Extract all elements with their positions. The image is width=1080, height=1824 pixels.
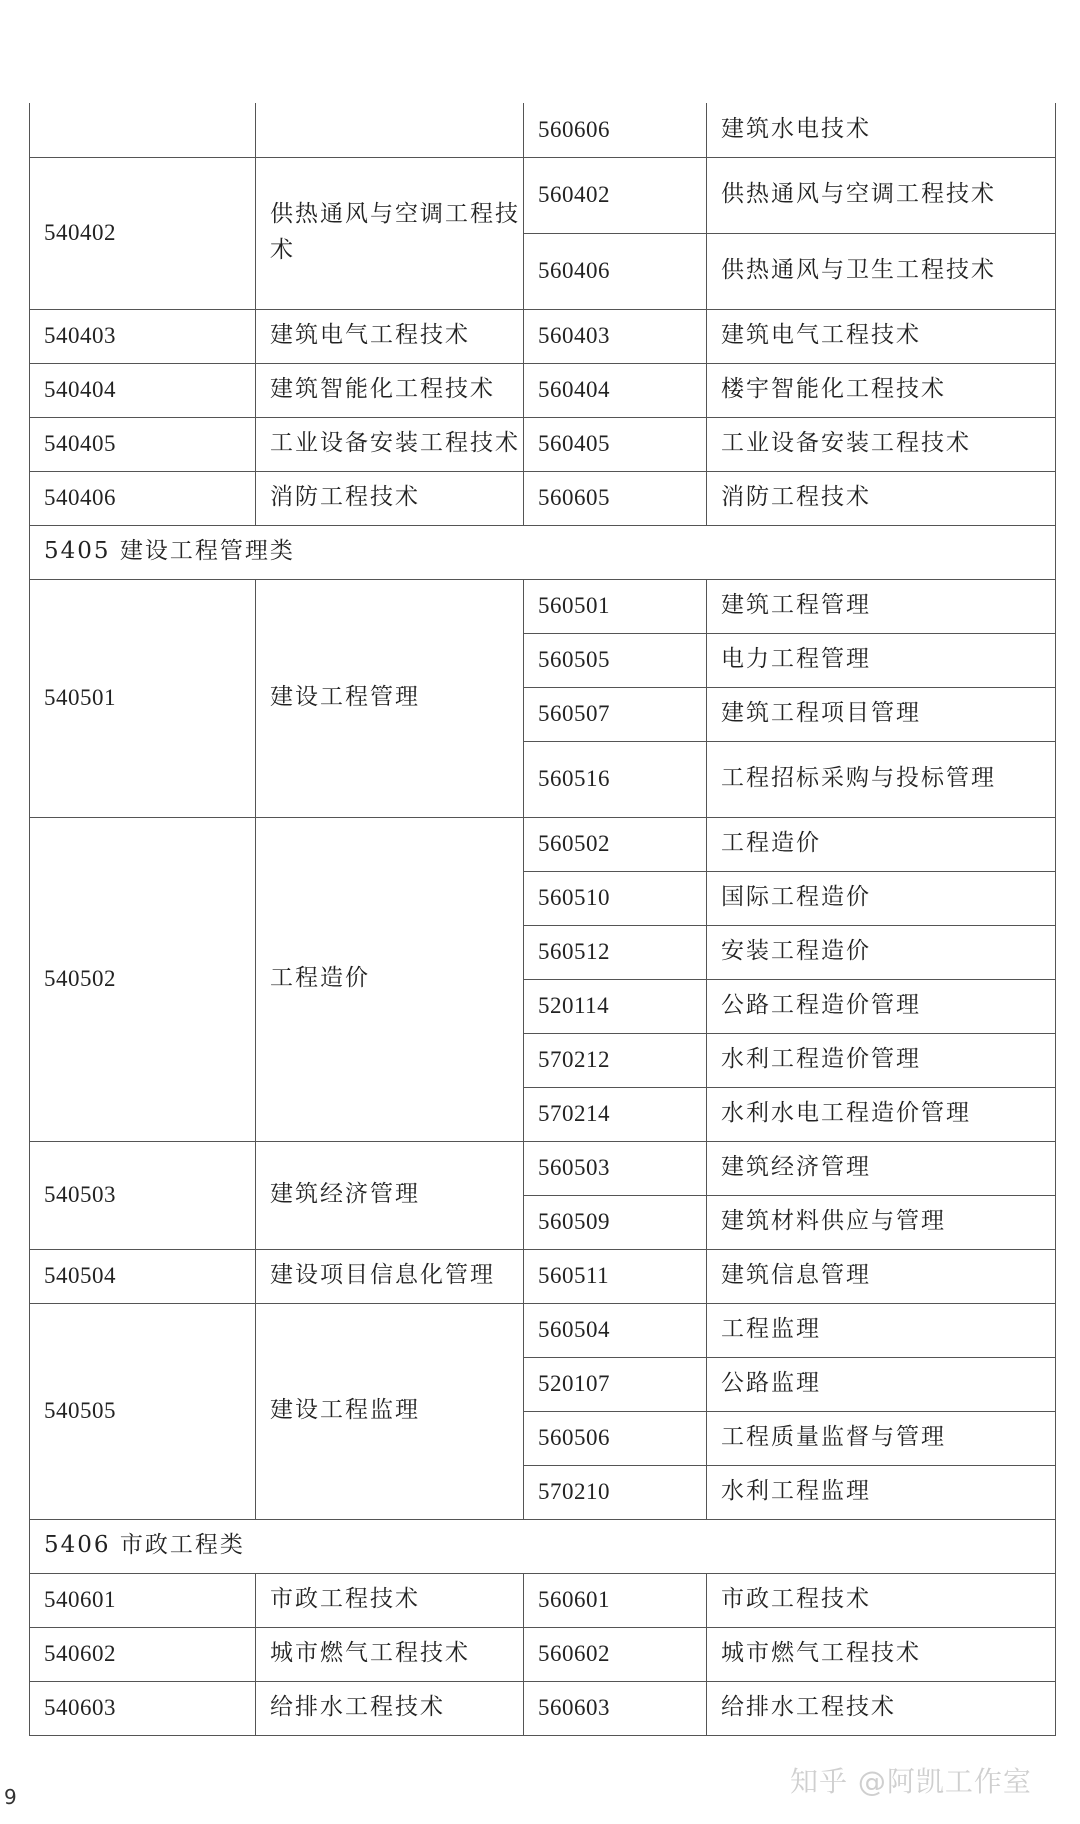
old-code-cell	[30, 103, 256, 157]
new-code-cell: 570212	[524, 1033, 707, 1087]
new-code-cell: 560601	[524, 1573, 707, 1627]
table-row	[30, 157, 1056, 233]
watermark-text: 知乎 @阿凯工作室	[790, 1765, 1032, 1798]
new-name-cell: 水利工程造价管理	[707, 1033, 1056, 1087]
new-name-cell: 建筑信息管理	[707, 1249, 1056, 1303]
new-name-cell: 给排水工程技术	[707, 1681, 1056, 1735]
table-row	[30, 579, 1056, 633]
new-code-cell: 520114	[524, 979, 707, 1033]
new-code-cell: 560511	[524, 1249, 707, 1303]
major-mapping-table	[29, 103, 1056, 1736]
new-code-cell: 560510	[524, 871, 707, 925]
new-name-cell: 城市燃气工程技术	[707, 1627, 1056, 1681]
category-heading: 5405 建设工程管理类	[30, 525, 1056, 579]
table-row	[30, 1573, 1056, 1627]
new-name-cell: 工业设备安装工程技术	[707, 417, 1056, 471]
old-code-cell: 540403	[30, 309, 256, 363]
old-code-cell: 540504	[30, 1249, 256, 1303]
category-row	[30, 525, 1056, 579]
new-code-cell: 560402	[524, 157, 707, 233]
old-name-cell: 供热通风与空调工程技术	[256, 157, 524, 309]
table-row	[30, 309, 1056, 363]
old-code-cell: 540502	[30, 817, 256, 1141]
old-name-cell: 建筑智能化工程技术	[256, 363, 524, 417]
new-name-cell: 公路工程造价管理	[707, 979, 1056, 1033]
table-row	[30, 1249, 1056, 1303]
new-name-cell: 工程造价	[707, 817, 1056, 871]
old-name-cell: 建筑电气工程技术	[256, 309, 524, 363]
new-code-cell: 560516	[524, 741, 707, 817]
old-name-cell: 消防工程技术	[256, 471, 524, 525]
new-name-cell: 工程监理	[707, 1303, 1056, 1357]
old-code-cell: 540402	[30, 157, 256, 309]
old-code-cell: 540602	[30, 1627, 256, 1681]
table-row	[30, 1303, 1056, 1357]
old-name-cell: 给排水工程技术	[256, 1681, 524, 1735]
old-code-cell: 540501	[30, 579, 256, 817]
old-code-cell: 540603	[30, 1681, 256, 1735]
table-row	[30, 471, 1056, 525]
new-code-cell: 560602	[524, 1627, 707, 1681]
category-heading: 5406 市政工程类	[30, 1519, 1056, 1573]
old-name-cell	[256, 103, 524, 157]
table-row	[30, 363, 1056, 417]
old-name-cell: 建设项目信息化管理	[256, 1249, 524, 1303]
new-code-cell: 560406	[524, 233, 707, 309]
old-code-cell: 540503	[30, 1141, 256, 1249]
old-name-cell: 市政工程技术	[256, 1573, 524, 1627]
table-row	[30, 817, 1056, 871]
new-name-cell: 市政工程技术	[707, 1573, 1056, 1627]
old-code-cell: 540406	[30, 471, 256, 525]
old-code-cell: 540601	[30, 1573, 256, 1627]
new-name-cell: 供热通风与空调工程技术	[707, 157, 1056, 233]
old-name-cell: 工业设备安装工程技术	[256, 417, 524, 471]
new-name-cell: 消防工程技术	[707, 471, 1056, 525]
new-name-cell: 公路监理	[707, 1357, 1056, 1411]
new-code-cell: 560509	[524, 1195, 707, 1249]
new-name-cell: 工程质量监督与管理	[707, 1411, 1056, 1465]
new-code-cell: 560605	[524, 471, 707, 525]
new-name-cell: 建筑工程管理	[707, 579, 1056, 633]
new-name-cell: 建筑工程项目管理	[707, 687, 1056, 741]
table-row	[30, 103, 1056, 157]
new-name-cell: 供热通风与卫生工程技术	[707, 233, 1056, 309]
new-code-cell: 570214	[524, 1087, 707, 1141]
category-row	[30, 1519, 1056, 1573]
table-row	[30, 1681, 1056, 1735]
old-code-cell: 540505	[30, 1303, 256, 1519]
new-name-cell: 水利工程监理	[707, 1465, 1056, 1519]
new-code-cell: 520107	[524, 1357, 707, 1411]
new-name-cell: 工程招标采购与投标管理	[707, 741, 1056, 817]
new-name-cell: 安装工程造价	[707, 925, 1056, 979]
new-name-cell: 电力工程管理	[707, 633, 1056, 687]
old-code-cell: 540404	[30, 363, 256, 417]
new-code-cell: 570210	[524, 1465, 707, 1519]
new-code-cell: 560405	[524, 417, 707, 471]
new-code-cell: 560503	[524, 1141, 707, 1195]
new-name-cell: 建筑经济管理	[707, 1141, 1056, 1195]
new-name-cell: 国际工程造价	[707, 871, 1056, 925]
new-code-cell: 560603	[524, 1681, 707, 1735]
old-name-cell: 城市燃气工程技术	[256, 1627, 524, 1681]
new-code-cell: 560403	[524, 309, 707, 363]
new-code-cell: 560507	[524, 687, 707, 741]
table-row	[30, 1141, 1056, 1195]
new-name-cell: 楼宇智能化工程技术	[707, 363, 1056, 417]
old-name-cell: 建设工程管理	[256, 579, 524, 817]
new-code-cell: 560502	[524, 817, 707, 871]
new-code-cell: 560506	[524, 1411, 707, 1465]
old-name-cell: 建筑经济管理	[256, 1141, 524, 1249]
new-name-cell: 建筑水电技术	[707, 103, 1056, 157]
old-code-cell: 540405	[30, 417, 256, 471]
old-name-cell: 建设工程监理	[256, 1303, 524, 1519]
page-number: 9	[4, 1785, 17, 1809]
new-code-cell: 560505	[524, 633, 707, 687]
new-name-cell: 水利水电工程造价管理	[707, 1087, 1056, 1141]
major-mapping-table-container	[29, 103, 1055, 1736]
new-code-cell: 560501	[524, 579, 707, 633]
new-code-cell: 560504	[524, 1303, 707, 1357]
new-code-cell: 560512	[524, 925, 707, 979]
new-code-cell: 560606	[524, 103, 707, 157]
new-name-cell: 建筑材料供应与管理	[707, 1195, 1056, 1249]
table-row	[30, 417, 1056, 471]
old-name-cell: 工程造价	[256, 817, 524, 1141]
new-name-cell: 建筑电气工程技术	[707, 309, 1056, 363]
new-code-cell: 560404	[524, 363, 707, 417]
table-row	[30, 1627, 1056, 1681]
